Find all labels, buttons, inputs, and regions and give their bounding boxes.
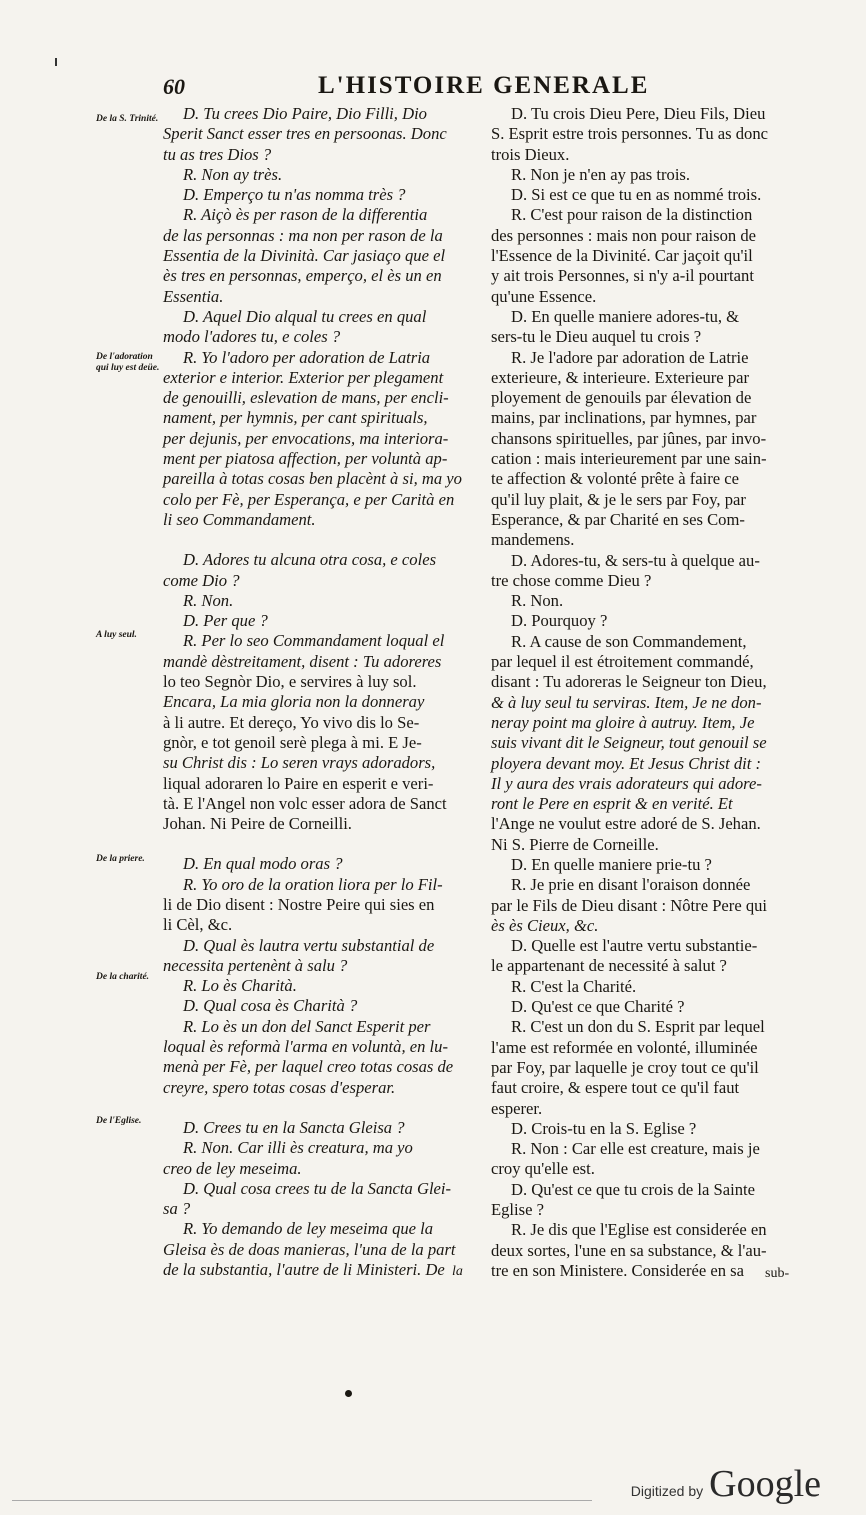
- text-line: de la substantia, l'autre de li Ministeri. De: [163, 1260, 445, 1280]
- text-line: Ni S. Pierre de Corneille.: [491, 834, 659, 854]
- text-line: li de Dio disent : Nostre Peire qui sies en: [163, 894, 435, 914]
- text-line: Sperit Sanct esser tres en persoonas. Donc: [163, 124, 447, 144]
- scan-edge-line: [12, 1500, 592, 1501]
- left-column-occitan: [163, 104, 475, 1280]
- text-line: necessita pertenènt à salu ?: [163, 955, 348, 975]
- margin-note-adoration: De l'adoration qui luy est deüe.: [96, 352, 160, 373]
- text-line: per dejunis, per envocations, ma interiora-: [163, 428, 449, 448]
- text-line: tre chose comme Dieu ?: [491, 570, 652, 590]
- text-line: l'Essence de la Divinité. Car jaçoit qu'il: [491, 246, 753, 266]
- right-column-french: [491, 104, 809, 1281]
- text-line: nament, per hymnis, per cant spirituals,: [163, 408, 428, 428]
- margin-note-prayer: De la priere.: [96, 854, 145, 864]
- text-line: le appartenant de necessité à salut ?: [491, 956, 727, 976]
- text-line: D. Si est ce que tu en as nommé trois.: [511, 185, 762, 205]
- text-line: qu'une Essence.: [491, 286, 597, 306]
- text-line: D. Crees tu en la Sancta Gleisa ?: [183, 1117, 405, 1137]
- text-line: D. Qual ès lautra vertu substantial de: [183, 935, 435, 955]
- text-line: mandè dèstreitament, disent : Tu adoreres: [163, 651, 442, 671]
- text-line: qu'il luy plait, & je le sers par Foy, par: [491, 489, 746, 509]
- text-line: D. Qu'est ce que Charité ?: [511, 997, 685, 1017]
- text-line: par Foy, par laquelle je croy tout ce qu'il: [491, 1057, 759, 1077]
- text-line: ront le Pere en esprit & en verité. Et: [491, 794, 733, 814]
- text-line: tu as tres Dios ?: [163, 144, 272, 164]
- text-line: R. Non. Car illi ès creatura, ma yo: [183, 1138, 413, 1158]
- text-line: D. Tu crees Dio Paire, Dio Filli, Dio: [183, 104, 427, 123]
- text-line: cation : mais interieurement par une sain-: [491, 449, 767, 469]
- text-line: R. A cause de son Commandement,: [511, 631, 747, 651]
- text-line: menà per Fè, per laquel creo totas cosas de: [163, 1057, 454, 1077]
- text-line: R. C'est la Charité.: [511, 976, 637, 996]
- text-line: l'ame est reformée en volonté, illuminée: [491, 1037, 758, 1057]
- text-line: ès ès Cieux, &c.: [491, 915, 599, 935]
- text-line: creyre, spero totas cosas d'esperar.: [163, 1077, 396, 1097]
- text-line: tà. E l'Angel non volc esser adora de Sanct: [163, 793, 447, 813]
- text-line: des personnes : mais non pour raison de: [491, 225, 756, 245]
- text-line: & à luy seul tu serviras. Item, Je ne don-: [491, 692, 762, 712]
- text-line: R. Non ay très.: [183, 164, 283, 184]
- text-line: colo per Fè, per Esperança, e per Carità en: [163, 489, 455, 509]
- text-line: R. Je prie en disant l'oraison donnée: [511, 875, 751, 895]
- text-line: R. Aiçò ès per rason de la differentia: [183, 205, 428, 225]
- text-line: D. Qual cosa crees tu de la Sancta Glei-: [183, 1178, 452, 1198]
- text-line: pareilla à totas cosas ben placènt à si, ma yo: [163, 469, 462, 489]
- google-logo: Google: [709, 1463, 821, 1505]
- scan-mark: [55, 58, 57, 66]
- text-line: R. Non : Car elle est creature, mais je: [511, 1139, 760, 1159]
- margin-note-trinity: De la S. Trinité.: [96, 114, 159, 124]
- text-line: chansons spirituelles, par jûnes, par invo-: [491, 428, 767, 448]
- text-line: par lequel il est étroitement commandé,: [491, 652, 754, 672]
- text-line: Gleisa ès de doas manieras, l'una de la part: [163, 1239, 456, 1259]
- text-line: D. Adores-tu, & sers-tu à quelque au-: [511, 550, 760, 570]
- margin-note-charity: De la charité.: [96, 972, 150, 982]
- text-line: R. Yo l'adoro per adoration de Latria: [183, 347, 431, 367]
- text-line: mandemens.: [491, 530, 575, 550]
- text-line: sa ?: [163, 1199, 191, 1219]
- text-line: mains, par inclinations, par hymnes, par: [491, 408, 757, 428]
- text-line: suis vivant dit le Seigneur, tout genouil se: [491, 733, 767, 753]
- text-line: D. Per que ?: [183, 611, 268, 631]
- text-line: D. Tu crois Dieu Pere, Dieu Fils, Dieu: [511, 104, 766, 123]
- text-line: croy qu'elle est.: [491, 1159, 595, 1179]
- text-line: R. Lo ès un don del Sanct Esperit per: [183, 1016, 431, 1036]
- text-line: D. Adores tu alcuna otra cosa, e coles: [183, 550, 437, 570]
- text-line: par le Fils de Dieu disant : Nôtre Pere qui: [491, 895, 768, 915]
- text-line: D. Emperço tu n'as nomma très ?: [183, 185, 406, 205]
- text-line: neray point ma gloire à autruy. Item, Je: [491, 712, 755, 732]
- text-line: R. Non.: [511, 591, 564, 611]
- text-line: disant : Tu adoreras le Seigneur ton Dieu,: [491, 672, 767, 692]
- text-line: y ait trois Personnes, si n'y a-il pourtant: [491, 266, 754, 286]
- page-number: 60: [163, 74, 185, 99]
- text-line: lo teo Segnòr Dio, e servires à luy sol.: [163, 672, 417, 692]
- text-line: D. Pourquoy ?: [511, 611, 608, 631]
- text-line: l'Ange ne voulut estre adoré de S. Jehan.: [491, 814, 761, 834]
- text-line: liqual adoraren lo Paire en esperit e veri-: [163, 773, 434, 793]
- text-line: D. Aquel Dio alqual tu crees en qual: [183, 306, 427, 326]
- text-line: faut croire, & espere tout ce qu'il faut: [491, 1078, 740, 1098]
- text-line: D. En quelle maniere adores-tu, &: [511, 306, 740, 326]
- text-line: R. Yo oro de la oration liora per lo Fil-: [183, 874, 443, 894]
- margin-note-alone: A luy seul.: [96, 630, 137, 640]
- text-line: R. Non.: [183, 590, 234, 610]
- text-line: loqual ès reformà l'arma en voluntà, en lu-: [163, 1037, 448, 1057]
- text-line: exterieure, & interieure. Exterieure par: [491, 367, 749, 387]
- left-catchword: la: [452, 1264, 463, 1279]
- digitization-watermark: [631, 1462, 821, 1506]
- text-line: deux sortes, l'une en sa substance, & l'au-: [491, 1240, 767, 1260]
- text-line: D. En quelle maniere prie-tu ?: [511, 854, 712, 874]
- text-line: D. Crois-tu en la S. Eglise ?: [511, 1118, 697, 1138]
- text-line: sers-tu le Dieu auquel tu crois ?: [491, 327, 702, 347]
- text-line: li Cèl, &c.: [163, 915, 233, 935]
- text-line: Il y aura des vrais adorateurs qui adore-: [491, 773, 762, 793]
- text-line: Essentia.: [163, 286, 224, 306]
- text-line: D. En qual modo oras ?: [183, 854, 343, 874]
- text-line: Johan. Ni Peire de Corneilli.: [163, 814, 352, 834]
- text-line: tre en son Ministere. Considerée en sa: [491, 1260, 744, 1280]
- text-line: ès tres en personnas, emperço, el ès un en: [163, 266, 442, 286]
- text-line: S. Esprit estre trois personnes. Tu as donc: [491, 124, 769, 144]
- text-line: D. Qu'est ce que tu crois de la Sainte: [511, 1179, 755, 1199]
- ink-dot: [345, 1390, 352, 1397]
- text-line: modo l'adores tu, e coles ?: [163, 327, 341, 347]
- text-line: de genouilli, eslevation de mans, per encli-: [163, 388, 449, 408]
- text-line: R. Yo demando de ley meseima que la: [183, 1219, 434, 1239]
- text-line: trois Dieux.: [491, 144, 570, 164]
- text-line: de las personnas : ma non per rason de la: [163, 225, 443, 245]
- text-line: R. Lo ès Charità.: [183, 976, 297, 996]
- text-line: te affection & volonté prête à faire ce: [491, 469, 740, 489]
- text-line: ment per piatosa affection, per voluntà ap-: [163, 449, 448, 469]
- margin-note-church: De l'Eglise.: [96, 1116, 142, 1126]
- text-line: R. C'est un don du S. Esprit par lequel: [511, 1017, 765, 1037]
- digitized-label: Digitized by: [630, 1483, 704, 1499]
- text-line: D. Quelle est l'autre vertu substantie-: [511, 936, 758, 956]
- text-line: esperer.: [491, 1098, 543, 1118]
- text-line: D. Qual cosa ès Charità ?: [183, 996, 358, 1016]
- text-line: R. C'est pour raison de la distinction: [511, 205, 753, 225]
- text-line: gnòr, e tot genoil serè plega à mi. E Je-: [163, 732, 422, 752]
- text-line: Encara, La mia gloria non la donneray: [163, 692, 425, 712]
- text-line: ployement de genouils par élevation de: [491, 388, 752, 408]
- text-line: à li autre. Et dereço, Yo vivo dis lo Se-: [163, 712, 420, 732]
- text-line: Eglise ?: [491, 1200, 544, 1220]
- text-line: exterior e interior. Exterior per plegament: [163, 367, 444, 387]
- text-line: R. Per lo seo Commandament loqual el: [183, 631, 445, 651]
- text-line: Esperance, & par Charité en ses Com-: [491, 509, 745, 529]
- text-line: R. Je l'adore par adoration de Latrie: [511, 347, 749, 367]
- right-catchword: sub-: [765, 1266, 790, 1281]
- text-line: come Dio ?: [163, 570, 240, 590]
- text-line: li seo Commandament.: [163, 509, 316, 529]
- text-line: Essentia de la Divinità. Car jasiaço que el: [163, 246, 446, 266]
- text-line: R. Non je n'en ay pas trois.: [511, 164, 691, 184]
- running-title: L'HISTOIRE GENERALE: [318, 72, 650, 99]
- text-line: su Christ dis : Lo seren vrays adoradors,: [163, 753, 436, 773]
- text-line: ployera devant moy. Et Jesus Christ dit :: [491, 753, 762, 773]
- text-line: R. Je dis que l'Eglise est considerée en: [511, 1220, 767, 1240]
- text-line: creo de ley meseima.: [163, 1158, 302, 1178]
